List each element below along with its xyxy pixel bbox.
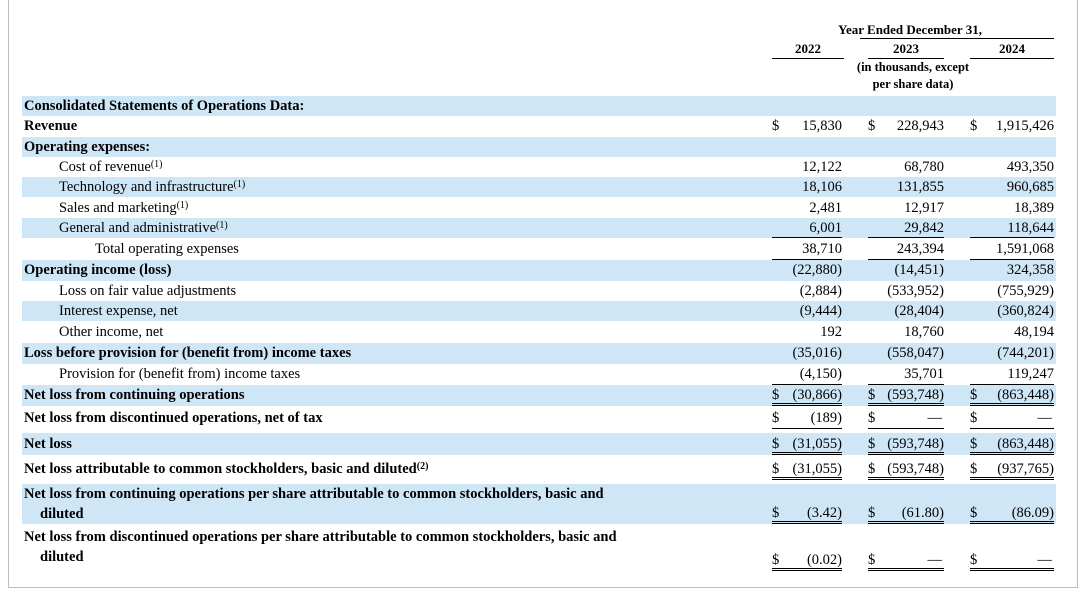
value-amount: (744,201)	[997, 345, 1054, 361]
value-cell	[868, 198, 944, 218]
value-cell	[868, 177, 944, 197]
value-amount: (28,404)	[894, 303, 944, 319]
table-row	[22, 407, 1056, 429]
value-cell	[970, 385, 1054, 406]
table-row	[22, 260, 1056, 281]
value-amount: 35,701	[904, 366, 944, 382]
value-cell	[970, 177, 1054, 197]
value-cell	[868, 96, 944, 116]
value-amount: (755,929)	[997, 283, 1054, 299]
currency-symbol: $	[970, 436, 978, 452]
currency-symbol: $	[772, 505, 780, 521]
table-row	[22, 458, 1056, 480]
value-cell	[970, 137, 1054, 157]
value-amount: (4,150)	[799, 366, 842, 382]
table-row	[22, 322, 1056, 342]
value-cell	[970, 484, 1054, 524]
value-cell	[868, 385, 944, 406]
table-row	[22, 239, 1056, 260]
value-amount: (86.09)	[1011, 505, 1054, 521]
row-label	[24, 527, 744, 567]
value-cell	[970, 458, 1054, 480]
value-cell	[970, 260, 1054, 281]
value-cell	[970, 198, 1054, 218]
row-label-text: Interest expense, net	[59, 303, 178, 319]
value-cell	[772, 239, 842, 260]
row-label-text: Loss on fair value adjustments	[59, 283, 237, 299]
value-cell	[772, 364, 842, 385]
value-cell	[970, 407, 1054, 429]
value-cell	[970, 301, 1054, 321]
table-row	[22, 433, 1056, 455]
value-cell	[868, 407, 944, 429]
value-amount: (360,824)	[997, 303, 1054, 319]
year-2022-header: 2022	[795, 41, 821, 56]
table-row	[22, 137, 1056, 157]
value-amount: (31,055)	[792, 461, 842, 477]
value-cell	[772, 177, 842, 197]
value-cell	[772, 343, 842, 364]
currency-symbol: $	[868, 410, 876, 426]
value-amount: 12,917	[904, 200, 944, 216]
value-cell	[772, 527, 842, 571]
value-cell	[772, 137, 842, 157]
value-amount: 29,842	[904, 220, 944, 236]
row-label-text: Operating expenses:	[24, 139, 151, 155]
value-cell	[868, 322, 944, 342]
value-amount: 493,350	[1006, 159, 1054, 175]
value-amount: (937,765)	[997, 461, 1054, 477]
value-amount: 324,358	[1006, 262, 1054, 278]
footnote-marker: (1)	[233, 179, 246, 190]
currency-symbol: $	[970, 552, 978, 568]
row-label	[24, 385, 244, 406]
value-cell	[970, 157, 1054, 177]
table-row	[22, 177, 1056, 197]
row-label	[24, 96, 304, 116]
value-amount: 6,001	[809, 220, 842, 236]
row-label-text: Revenue	[24, 118, 78, 134]
value-cell	[772, 484, 842, 524]
value-cell	[970, 322, 1054, 342]
value-amount: 228,943	[896, 118, 944, 134]
currency-symbol: $	[868, 461, 876, 477]
value-cell	[772, 260, 842, 281]
value-amount: 243,394	[896, 241, 944, 257]
value-amount: 15,830	[802, 118, 842, 134]
row-label	[24, 260, 171, 281]
value-cell	[772, 385, 842, 406]
row-label	[59, 198, 188, 218]
period-header-underline	[860, 38, 1054, 39]
row-label-text: Operating income (loss)	[24, 262, 172, 278]
table-row	[22, 218, 1056, 238]
row-label-text: Net loss attributable to common stockholders, basic and diluted	[24, 461, 417, 477]
row-label-text: Technology and infrastructure	[59, 179, 234, 195]
value-amount: 12,122	[802, 159, 842, 175]
value-amount: (30,866)	[792, 387, 842, 403]
table-row	[22, 385, 1056, 406]
value-amount: (593,748)	[887, 436, 944, 452]
footnote-marker: (2)	[416, 461, 429, 472]
value-amount: 131,855	[896, 179, 944, 195]
row-label-text: Other income, net	[59, 324, 164, 340]
row-label	[59, 301, 178, 321]
value-amount: —	[927, 552, 942, 568]
value-cell	[772, 281, 842, 301]
value-amount: (31,055)	[792, 436, 842, 452]
row-label-text: Net loss from discontinued operations, net of tax	[24, 410, 323, 426]
value-cell	[868, 218, 944, 238]
currency-symbol: $	[772, 436, 780, 452]
currency-symbol: $	[970, 118, 978, 134]
row-label-text: Net loss	[24, 436, 72, 452]
value-amount: (35,016)	[792, 345, 842, 361]
row-label-text: Net loss from continuing operations	[24, 387, 245, 403]
footnote-marker: (1)	[176, 200, 189, 211]
value-cell	[868, 116, 944, 136]
value-cell	[772, 301, 842, 321]
value-amount: 2,481	[809, 200, 842, 216]
row-label	[24, 458, 428, 480]
table-row	[22, 364, 1056, 385]
value-cell	[868, 157, 944, 177]
row-label-text: Loss before provision for (benefit from) income taxes	[24, 345, 352, 361]
table-row	[22, 96, 1056, 116]
table-row	[22, 527, 1056, 571]
value-cell	[868, 137, 944, 157]
value-amount: (863,448)	[997, 436, 1054, 452]
value-amount: (558,047)	[887, 345, 944, 361]
row-label	[59, 177, 245, 197]
currency-symbol: $	[868, 387, 876, 403]
value-cell	[970, 116, 1054, 136]
value-cell	[868, 343, 944, 364]
value-amount: (533,952)	[887, 283, 944, 299]
row-label	[59, 157, 162, 177]
currency-symbol: $	[970, 461, 978, 477]
table-row	[22, 157, 1056, 177]
value-cell	[970, 527, 1054, 571]
value-amount: 119,247	[1007, 366, 1054, 382]
currency-symbol: $	[970, 410, 978, 426]
value-amount: (0.02)	[806, 552, 842, 568]
table-row	[22, 484, 1056, 524]
table-row	[22, 198, 1056, 218]
value-cell	[970, 281, 1054, 301]
year-2022-underline	[772, 58, 844, 59]
units-note-line1: (in thousands, except	[856, 60, 970, 74]
value-amount: —	[1037, 552, 1052, 568]
value-amount: 1,591,068	[996, 241, 1054, 257]
row-label	[59, 322, 163, 342]
value-cell	[970, 239, 1054, 260]
currency-symbol: $	[868, 118, 876, 134]
value-amount: (61.80)	[901, 505, 944, 521]
value-amount: (593,748)	[887, 461, 944, 477]
value-amount: (9,444)	[799, 303, 842, 319]
value-cell	[772, 407, 842, 429]
value-cell	[970, 218, 1054, 238]
value-cell	[772, 116, 842, 136]
value-amount: 192	[820, 324, 842, 340]
value-cell	[772, 157, 842, 177]
value-cell	[868, 239, 944, 260]
value-amount: (593,748)	[887, 387, 944, 403]
value-amount: 118,644	[1007, 220, 1054, 236]
table-row	[22, 301, 1056, 321]
row-label-text: Total operating expenses	[95, 241, 239, 257]
row-label	[95, 239, 239, 260]
value-amount: (14,451)	[894, 262, 944, 278]
row-label	[24, 433, 72, 455]
value-amount: —	[927, 410, 942, 426]
value-amount: (3.42)	[806, 505, 842, 521]
row-label	[24, 484, 744, 524]
year-2024-header: 2024	[999, 41, 1025, 56]
value-amount: 1,915,426	[996, 118, 1054, 134]
year-2024-underline	[970, 58, 1054, 59]
table-row	[22, 116, 1056, 136]
value-cell	[772, 458, 842, 480]
table-row	[22, 343, 1056, 364]
row-label-line1: Net loss from discontinued operations per share attributable to common stockholders, basic and	[24, 529, 617, 545]
row-label-text: Provision for (benefit from) income taxes	[59, 366, 301, 382]
value-cell	[970, 343, 1054, 364]
currency-symbol: $	[868, 436, 876, 452]
row-label	[24, 137, 150, 157]
value-amount: 38,710	[802, 241, 842, 257]
row-label-text: Sales and marketing	[59, 200, 177, 216]
currency-symbol: $	[970, 505, 978, 521]
value-cell	[772, 322, 842, 342]
row-label-text: Consolidated Statements of Operations Data:	[24, 98, 305, 114]
units-note-line2: per share data)	[872, 77, 954, 91]
value-cell	[868, 260, 944, 281]
footnote-marker: (1)	[216, 220, 228, 231]
value-cell	[772, 198, 842, 218]
value-amount: 68,780	[904, 159, 944, 175]
value-cell	[868, 527, 944, 571]
value-amount: 18,106	[802, 179, 842, 195]
value-amount: (22,880)	[792, 262, 842, 278]
row-label	[59, 218, 228, 238]
currency-symbol: $	[868, 505, 876, 521]
footnote-marker: (1)	[150, 159, 163, 170]
value-cell	[868, 458, 944, 480]
value-cell	[868, 484, 944, 524]
value-amount: (189)	[810, 410, 842, 426]
row-label	[59, 281, 236, 301]
value-amount: (2,884)	[799, 283, 842, 299]
value-cell	[868, 281, 944, 301]
value-cell	[868, 364, 944, 385]
row-label-line1: Net loss from continuing operations per share attributable to common stockholders, basic and	[24, 486, 604, 502]
row-label-line2: diluted	[40, 506, 84, 522]
currency-symbol: $	[772, 461, 780, 477]
value-cell	[772, 218, 842, 238]
year-2023-header: 2023	[893, 41, 919, 56]
value-cell	[970, 96, 1054, 116]
value-amount: (863,448)	[997, 387, 1054, 403]
currency-symbol: $	[772, 118, 780, 134]
value-cell	[868, 301, 944, 321]
currency-symbol: $	[772, 387, 780, 403]
value-cell	[772, 96, 842, 116]
currency-symbol: $	[772, 410, 780, 426]
value-cell	[772, 433, 842, 455]
currency-symbol: $	[868, 552, 876, 568]
row-label	[59, 364, 300, 385]
period-header: Year Ended December 31,	[838, 22, 982, 37]
row-label-line2: diluted	[40, 549, 84, 565]
row-label	[24, 116, 77, 136]
value-amount: —	[1037, 410, 1052, 426]
table-row	[22, 281, 1056, 301]
value-amount: 18,760	[904, 324, 944, 340]
value-amount: 960,685	[1006, 179, 1054, 195]
currency-symbol: $	[772, 552, 780, 568]
value-cell	[868, 433, 944, 455]
value-amount: 48,194	[1014, 324, 1054, 340]
row-label	[24, 407, 323, 429]
row-label-text: Cost of revenue	[59, 159, 151, 175]
row-label-text: General and administrative	[59, 220, 217, 236]
value-amount: 18,389	[1014, 200, 1054, 216]
value-cell	[970, 433, 1054, 455]
value-cell	[970, 364, 1054, 385]
currency-symbol: $	[970, 387, 978, 403]
year-2023-underline	[868, 58, 944, 59]
row-label	[24, 343, 351, 364]
